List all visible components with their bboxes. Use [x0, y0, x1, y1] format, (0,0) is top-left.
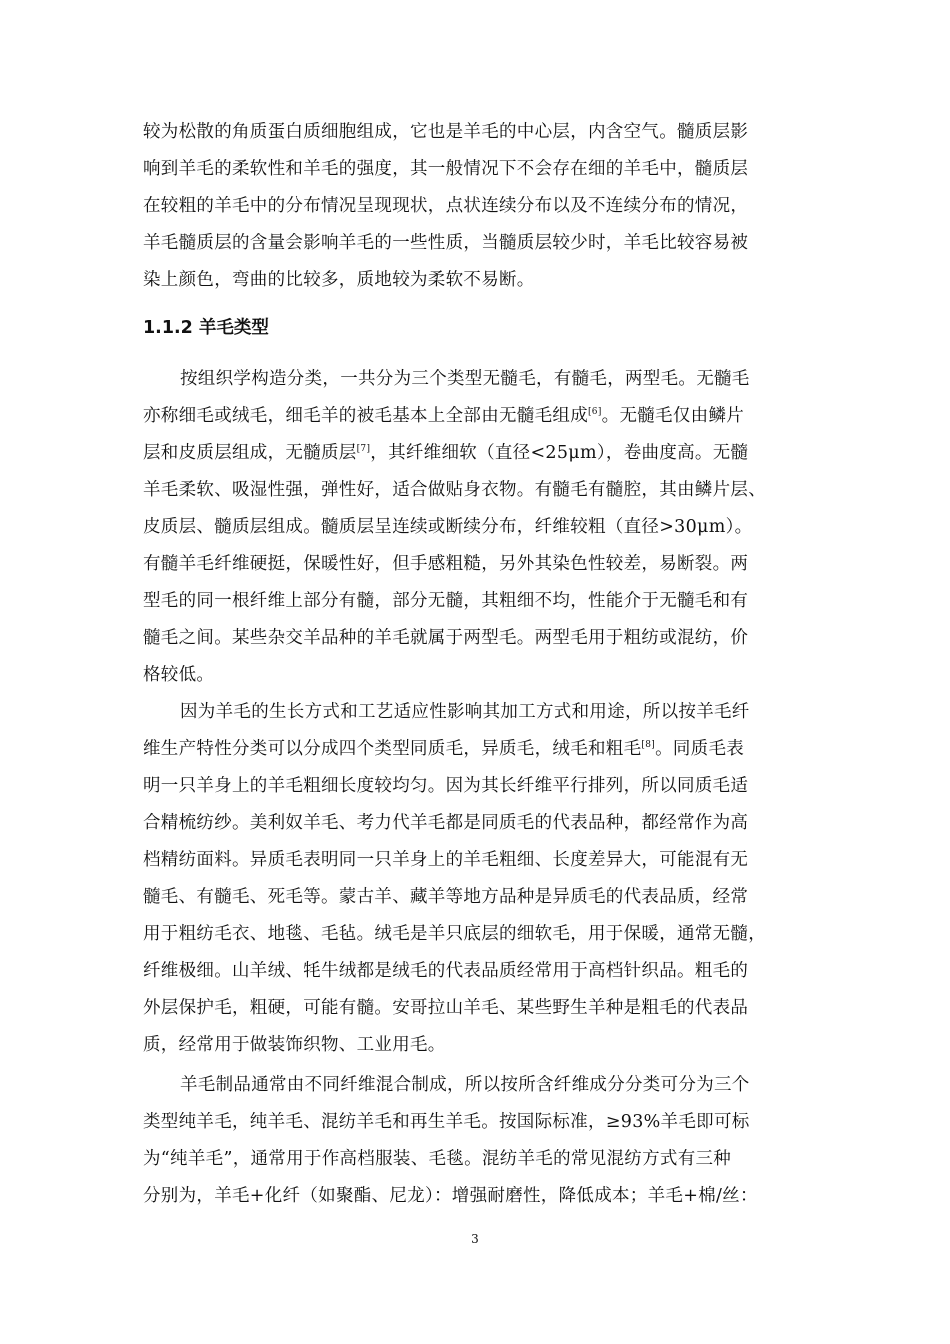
- p1-line-2: [143, 402, 744, 427]
- p1-line-7: 型毛的同一根纤维上部分有髓，部分无髓，其粗细不均，性能介于无髓毛和有: [143, 591, 749, 611]
- p3-line-1: 羊毛制品通常由不同纤维混合制成，所以按所含纤维成分分类可分为三个: [180, 1075, 750, 1095]
- intro-line-3: 在较粗的羊毛中的分布情况呈现现状，点状连续分布以及不连续分布的情况，: [143, 196, 749, 216]
- p1-line-9: 格较低。: [143, 665, 215, 685]
- p1-line-3: [143, 439, 748, 464]
- p1-line-5: 皮质层、髓质层组成。髓质层呈连续或断续分布，纤维较粗（直径>30μm）。: [143, 517, 753, 537]
- intro-line-4: 羊毛髓质层的含量会影响羊毛的一些性质，当髓质层较少时，羊毛比较容易被: [143, 233, 749, 253]
- intro-line-1: 较为松散的角质蛋白质细胞组成，它也是羊毛的中心层，内含空气。髓质层影: [143, 122, 749, 142]
- citation-8: [8]: [641, 740, 656, 750]
- p3-line-3: 为“纯羊毛”，通常用于作高档服装、毛毯。混纺羊毛的常见混纺方式有三种: [143, 1149, 732, 1169]
- p2-line-2: [143, 735, 744, 760]
- p2-line-4: 合精梳纺纱。美利奴羊毛、考力代羊毛都是同质毛的代表品种，都经常作为高: [143, 813, 749, 833]
- p1-line-3-tail: ，其纤维细软（直径<25μm），卷曲度高。无髓: [370, 443, 749, 463]
- page-number: 3: [471, 1232, 479, 1246]
- p1-line-2-text: 亦称细毛或绒毛，细毛羊的被毛基本上全部由无髓毛组成: [143, 406, 588, 426]
- p2-line-7: 用于粗纺毛衣、地毯、毛毡。绒毛是羊只底层的细软毛，用于保暖，通常无髓，: [143, 924, 766, 944]
- p1-line-2-tail: 。无髓毛仅由鳞片: [601, 406, 745, 426]
- p2-line-1: 因为羊毛的生长方式和工艺适应性影响其加工方式和用途，所以按羊毛纤: [180, 702, 750, 722]
- intro-line-5: 染上颜色，弯曲的比较多，质地较为柔软不易断。: [143, 270, 535, 290]
- citation-6: [6]: [588, 407, 602, 417]
- p2-line-3: 明一只羊身上的羊毛粗细长度较均匀。因为其长纤维平行排列，所以同质毛适: [143, 776, 749, 796]
- p1-line-1: 按组织学构造分类，一共分为三个类型无髓毛，有髓毛，两型毛。无髓毛: [180, 369, 750, 389]
- p2-line-2-tail: 。同质毛表: [655, 739, 745, 759]
- p1-line-6: 有髓羊毛纤维硬挺，保暖性好，但手感粗糙，另外其染色性较差，易断裂。两: [143, 554, 749, 574]
- section-heading: 1.1.2 羊毛类型: [143, 318, 269, 338]
- p1-line-4: 羊毛柔软、吸湿性强，弹性好，适合做贴身衣物。有髓毛有髓腔，其由鳞片层、: [143, 480, 766, 500]
- p2-line-2-text: 维生产特性分类可以分成四个类型同质毛，异质毛，绒毛和粗毛: [143, 739, 642, 759]
- intro-line-2: 响到羊毛的柔软性和羊毛的强度，其一般情况下不会存在细的羊毛中，髓质层: [143, 159, 749, 179]
- p2-line-8: 纤维极细。山羊绒、牦牛绒都是绒毛的代表品质经常用于高档针织品。粗毛的: [143, 961, 749, 981]
- p3-line-4: 分别为，羊毛+化纤（如聚酯、尼龙）：增强耐磨性，降低成本；羊毛+棉/丝：: [143, 1186, 758, 1206]
- p2-line-5: 档精纺面料。异质毛表明同一只羊身上的羊毛粗细、长度差异大，可能混有无: [143, 850, 749, 870]
- p1-line-3-text: 层和皮质层组成，无髓质层: [143, 443, 357, 463]
- p2-line-6: 髓毛、有髓毛、死毛等。蒙古羊、藏羊等地方品种是异质毛的代表品质，经常: [143, 887, 749, 907]
- citation-7: [7]: [356, 444, 371, 454]
- p2-line-10: 质，经常用于做装饰织物、工业用毛。: [143, 1035, 446, 1055]
- p2-line-9: 外层保护毛，粗硬，可能有髓。安哥拉山羊毛、某些野生羊种是粗毛的代表品: [143, 998, 749, 1018]
- p3-line-2: 类型纯羊毛，纯羊毛、混纺羊毛和再生羊毛。按国际标准，≥93%羊毛即可标: [143, 1112, 750, 1132]
- p1-line-8: 髓毛之间。某些杂交羊品种的羊毛就属于两型毛。两型毛用于粗纺或混纺，价: [143, 628, 749, 648]
